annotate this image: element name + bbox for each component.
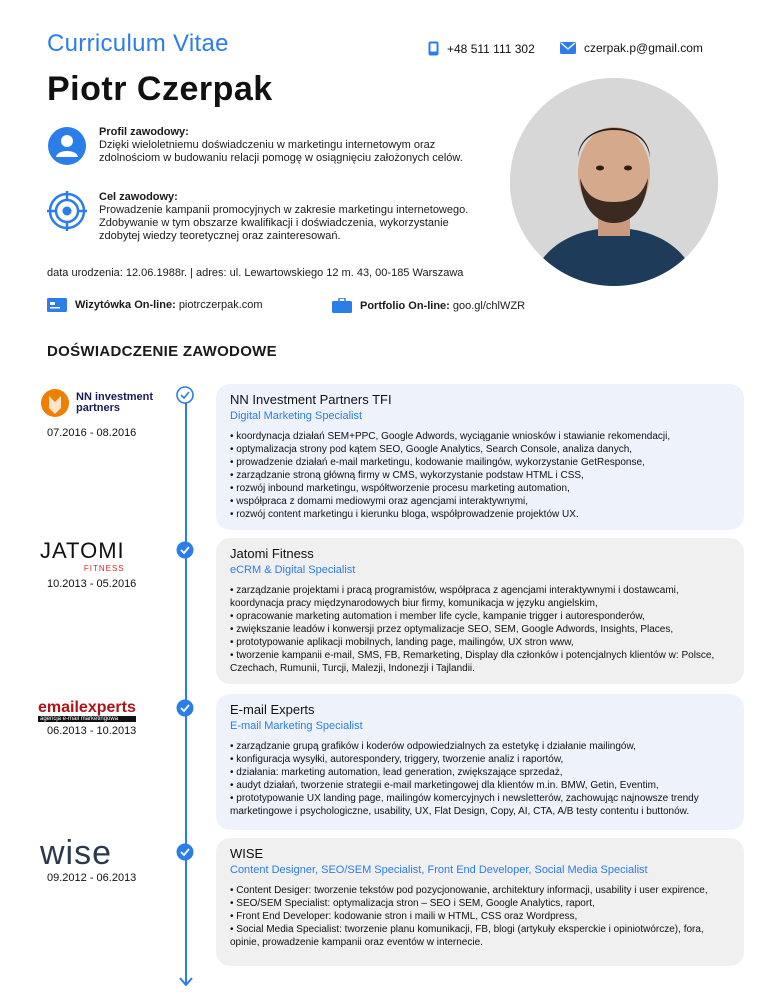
- job-duty: • współpraca z domami mediowymi oraz agencjami interaktywnymi,: [230, 495, 730, 508]
- job-duty: • Content Desiger: tworzenie tekstów pod pozycjonowanie, architektury informacji, usability i user expirence,: [230, 884, 730, 897]
- job-company: WISE: [230, 846, 264, 861]
- email-contact[interactable]: [560, 41, 703, 55]
- job-duty: • optymalizacja strony pod kątem SEO, Google Analytics, Search Console, analiza danych,: [230, 443, 730, 456]
- portfolio-label: Portfolio On-line:: [360, 299, 450, 312]
- job-duty: • koordynacja działań SEM+PPC, Google Adwords, wyciąganie wniosków i stawianie rekomendacji,: [230, 430, 730, 443]
- job-duty: • rozwój content marketingu i kierunku bloga, współprowadzenie projektów UX.: [230, 508, 730, 521]
- jatomi-logo: [40, 538, 125, 573]
- job-duty: • tworzenie kampanii e-mail, SMS, FB, Remarketing, Display dla członków i potencjalnych klientów w: Polsce, Czechach, Rumunii, Turcji, Malezji, Indonezji i Tajlandii.: [230, 649, 730, 675]
- job-card: [216, 538, 744, 684]
- job-duty: • rozwój inbound marketingu, współtworzenie procesu marketing automation,: [230, 482, 730, 495]
- target-icon: [47, 191, 87, 231]
- phone-icon: [428, 41, 439, 56]
- job-card: [216, 838, 744, 966]
- nn-lion-icon: [40, 388, 70, 418]
- briefcase-icon: [332, 298, 352, 313]
- nn-logo: [40, 388, 153, 418]
- nn-logo-line1: NN investment: [76, 391, 154, 403]
- job-role: E-mail Marketing Specialist: [230, 720, 363, 732]
- goal-text: Prowadzenie kampanii promocyjnych w zakresie marketingu internetowego. Zdobywanie w tym obszarze kwalifikacji i doświadczenia, wykorzystanie zdobytej wiedzy teoretycznej oraz zainteresowań.: [99, 204, 469, 242]
- email-address: czerpak.p@gmail.com: [584, 41, 703, 55]
- check-circle-icon: [176, 699, 194, 717]
- online-card-value: piotrczerpak.com: [178, 299, 263, 311]
- job-company: NN Investment Partners TFI: [230, 392, 392, 407]
- check-circle-icon: [176, 843, 194, 861]
- job-duty: • prototypowanie aplikacji mobilnych, landing page, mailingów, UX stron www,: [230, 636, 730, 649]
- job-duty: • zwiększanie leadów i konwersji przez optymalizacje SEO, SEM, Google Adwords, Insights, Places,: [230, 623, 730, 636]
- emailexperts-logo: [38, 700, 136, 722]
- emailexperts-logo-sub: agencja e-mail marketingowa: [38, 716, 136, 722]
- jatomi-logo-text: JATOMI: [40, 538, 125, 563]
- job-duty: • konfiguracja wysyłki, autorespondery, triggery, tworzenie analiz i raportów,: [230, 753, 730, 766]
- phone-contact[interactable]: [428, 41, 535, 56]
- job-card: [216, 694, 744, 830]
- profile-text: Dzięki wieloletniemu doświadczeniu w marketingu internetowym oraz zdolnościom w budowaniu relacji pomogę w osiągnięciu założonych celów.: [99, 139, 463, 164]
- job-duty: • zarządzanie stroną główną firmy w CMS, wykorzystanie podstaw HTML i CSS,: [230, 469, 730, 482]
- job-role: Digital Marketing Specialist: [230, 410, 363, 422]
- experience-heading: DOŚWIADCZENIE ZAWODOWE: [47, 343, 277, 360]
- job-duty: • zarządzanie grupą grafików i koderów odpowiedzialnych za estetykę i działanie mailingów,: [230, 740, 730, 753]
- portfolio-value: goo.gl/chlWZR: [452, 299, 526, 312]
- goal-heading: Cel zawodowy:: [99, 191, 178, 203]
- job-dates: 07.2016 - 08.2016: [47, 427, 137, 439]
- user-icon: [47, 126, 87, 166]
- profile-heading: Profil zawodowy:: [99, 126, 189, 138]
- job-duty: • prototypowanie UX landing page, mailingów komercyjnych i newsletterów, zachowując najnowsze trendy marketingowe i psychologiczne, usability, UX, Flat Design, Copy, AI, CTA, A/B testy contentu i buttonów.: [230, 792, 730, 818]
- profile-photo: [510, 78, 718, 286]
- job-company: E-mail Experts: [230, 702, 315, 717]
- phone-number: +48 511 111 302: [447, 41, 535, 56]
- check-circle-icon: [176, 541, 194, 559]
- online-card-label: Wizytówka On-line:: [75, 299, 176, 311]
- job-dates: 06.2013 - 10.2013: [47, 725, 137, 737]
- profile-section: [47, 126, 477, 166]
- envelope-icon: [560, 42, 576, 54]
- arrow-down-icon: [179, 968, 193, 986]
- job-role: eCRM & Digital Specialist: [230, 564, 356, 576]
- nn-logo-line2: partners: [76, 402, 121, 414]
- emailexperts-logo-text: emailexperts: [38, 699, 136, 716]
- job-dates: 10.2013 - 05.2016: [47, 578, 137, 590]
- job-duty: • zarządzanie projektami i pracą programistów, współpraca z agencjami interaktywnymi i dostawcami, koordynacja pracy międzynarodowych biur firmy, komunikacja w języku angielskim,: [230, 584, 730, 610]
- job-duty: • SEO/SEM Specialist: optymalizacja stron – SEO i SEM, Google Analytics, raport,: [230, 897, 730, 910]
- id-card-icon: [47, 298, 67, 312]
- job-duty: • opracowanie marketing automation i member life cycle, kampanie trigger i autoresponderów,: [230, 610, 730, 623]
- job-role: Content Designer, SEO/SEM Specialist, Front End Developer, Social Media Specialist: [230, 864, 648, 876]
- cv-title: Curriculum Vitae: [47, 30, 229, 57]
- goal-section: [47, 191, 477, 243]
- portfolio-link[interactable]: [332, 298, 525, 313]
- job-dates: 09.2012 - 06.2013: [47, 872, 137, 884]
- job-card: [216, 384, 744, 530]
- jatomi-logo-sub: FITNESS: [83, 564, 125, 573]
- job-duty: • Social Media Specialist: tworzenie planu komunikacji, FB, blogi (artykuły eksperckie i opiniotwórcze), fora, opinie, prowadzenie kampanii oraz eventów w internecie.: [230, 923, 730, 949]
- wise-logo: wise: [40, 834, 113, 872]
- timeline-line: [185, 393, 187, 973]
- job-company: Jatomi Fitness: [230, 546, 314, 561]
- online-card-link[interactable]: [47, 298, 263, 312]
- check-circle-icon: [176, 386, 194, 404]
- job-duty: • działania: marketing automation, lead generation, zwiększające sprzedaż,: [230, 766, 730, 779]
- job-duty: • prowadzenie działań e-mail marketingu, kodowanie mailingów, wykorzystanie GetResponse,: [230, 456, 730, 469]
- person-name: Piotr Czerpak: [47, 70, 273, 108]
- personal-info: data urodzenia: 12.06.1988r. | adres: ul. Lewartowskiego 12 m. 43, 00-185 Warszawa: [47, 267, 464, 279]
- job-duty: • Front End Developer: kodowanie stron i maili w HTML, CSS oraz Wordpress,: [230, 910, 730, 923]
- job-duty: • audyt działań, tworzenie strategii e-mail marketingowej dla klientów m.in. BMW, Getin, Eventim,: [230, 779, 730, 792]
